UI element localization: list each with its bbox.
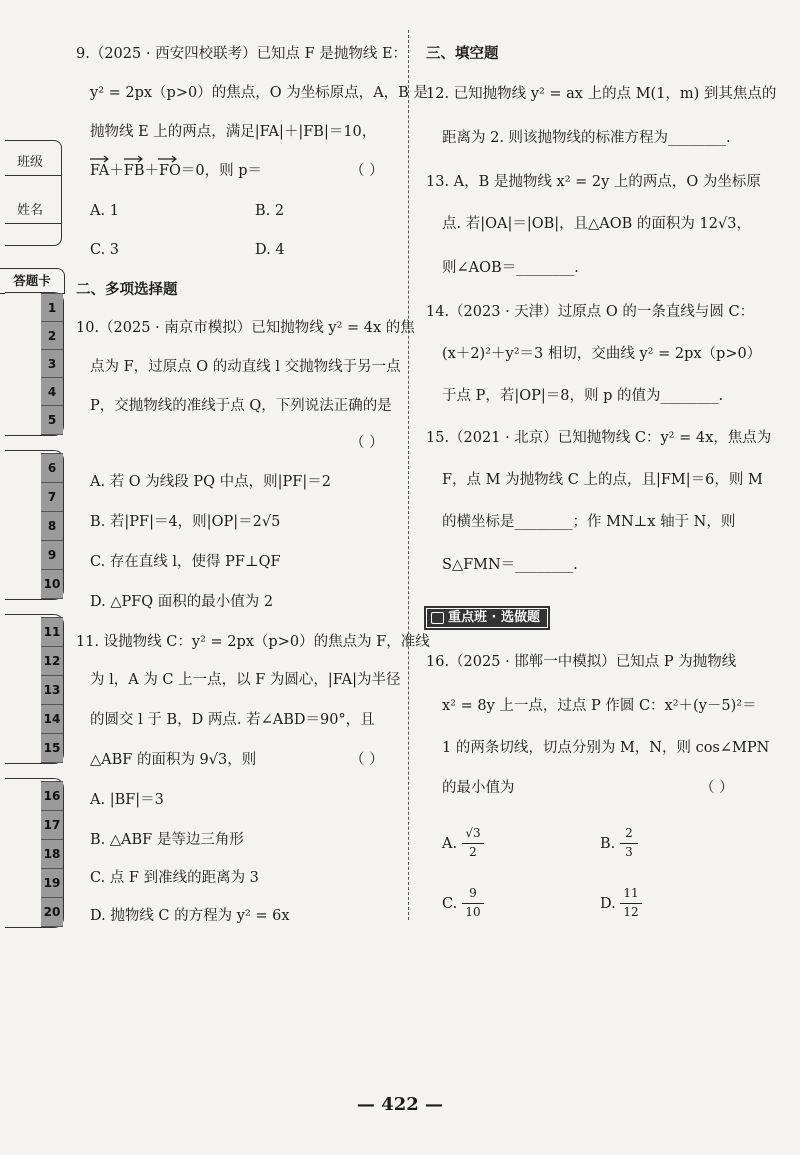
- answer-cell[interactable]: 14: [41, 704, 63, 734]
- option-d[interactable]: D. △PFQ 面积的最小值为 2: [90, 594, 274, 610]
- fraction-denominator: 10: [465, 905, 481, 919]
- section-3-title: 三、填空题: [426, 46, 499, 62]
- answer-cell[interactable]: 10: [41, 569, 63, 599]
- answer-cell[interactable]: 13: [41, 675, 63, 705]
- answer-bracket[interactable]: （ ）: [350, 435, 384, 451]
- question-12-line-2[interactable]: 距离为 2. 则该抛物线的标准方程为________.: [442, 130, 731, 146]
- option-a[interactable]: A. |BF|＝3: [90, 792, 164, 808]
- question-16-line-4: 的最小值为: [442, 780, 515, 796]
- question-10-line-2: 点为 F，过原点 O 的动直线 l 交抛物线于另一点: [90, 359, 401, 375]
- question-16-line-3: 1 的两条切线，切点分别为 M，N，则 cos∠MPN: [442, 740, 770, 756]
- option-c[interactable]: C. 存在直线 l，使得 PF⊥QF: [90, 554, 281, 570]
- question-13-line-3[interactable]: 则∠AOB＝________.: [442, 260, 579, 276]
- question-16-line-1: 16.（2025 · 邯郸一中模拟）已知点 P 为抛物线: [426, 654, 737, 670]
- answer-cell[interactable]: 16: [41, 781, 63, 811]
- badge-label: 重点班 · 选做题: [448, 610, 540, 625]
- question-16-line-2: x² = 8y 上一点，过点 P 作圆 C：x²＋(y－5)²＝: [442, 698, 757, 714]
- name-line: [5, 223, 61, 224]
- question-9-line-1: 9.（2025 · 西安四校联考）已知点 F 是抛物线 E：: [76, 46, 408, 62]
- option-c[interactable]: C. 点 F 到准线的距离为 3: [90, 870, 259, 886]
- answer-group-4: [5, 778, 64, 928]
- question-13-line-1: 13. A，B 是抛物线 x² = 2y 上的两点，O 为坐标原: [426, 174, 761, 190]
- question-11-line-4: △ABF 的面积为 9√3，则: [90, 752, 257, 768]
- answer-cell[interactable]: 4: [41, 377, 63, 407]
- answer-cell[interactable]: 8: [41, 511, 63, 541]
- fraction-numerator: 9: [469, 886, 477, 900]
- fraction-denominator: 3: [625, 845, 633, 859]
- answer-cell[interactable]: 9: [41, 540, 63, 570]
- question-14-line-1: 14.（2023 · 天津）过原点 O 的一条直线与圆 C：: [426, 304, 755, 320]
- student-info-box: [5, 140, 62, 246]
- fraction-bar: [462, 903, 484, 904]
- answer-cell[interactable]: 17: [41, 810, 63, 840]
- option-b[interactable]: B. 若|PF|＝4，则|OP|＝2√5: [90, 514, 281, 530]
- answer-card-title: 答题卡: [0, 268, 65, 294]
- fraction-numerator: 2: [625, 826, 633, 840]
- answer-cell[interactable]: 18: [41, 839, 63, 869]
- elective-badge: [424, 606, 550, 630]
- column-divider: [408, 30, 409, 920]
- question-15-line-4[interactable]: S△FMN＝________.: [442, 557, 578, 573]
- question-11-line-1: 11. 设抛物线 C：y² = 2px（p>0）的焦点为 F，准线: [76, 634, 430, 650]
- question-15-line-1: 15.（2021 · 北京）已知抛物线 C：y² = 4x，焦点为: [426, 430, 772, 446]
- question-10-line-1: 10.（2025 · 南京市模拟）已知抛物线 y² = 4x 的焦: [76, 320, 415, 336]
- answer-cell[interactable]: 19: [41, 868, 63, 898]
- question-12-line-1: 12. 已知抛物线 y² = ax 上的点 M(1，m) 到其焦点的: [426, 86, 777, 102]
- question-15-line-3[interactable]: 的横坐标是________；作 MN⊥x 轴于 N，则: [442, 514, 736, 530]
- answer-cell[interactable]: 12: [41, 646, 63, 676]
- answer-group-2: [5, 450, 64, 600]
- answer-cell[interactable]: 6: [41, 453, 63, 483]
- page-number-value: 422: [381, 1094, 419, 1115]
- page-number: [0, 1094, 800, 1115]
- answer-cell[interactable]: 11: [41, 617, 63, 647]
- question-10-line-3: P，交抛物线的准线于点 Q，下列说法正确的是: [90, 398, 392, 414]
- name-label: 姓名: [17, 203, 44, 218]
- option-d[interactable]: D. 4: [255, 242, 285, 258]
- option-b[interactable]: B. 2: [255, 203, 285, 219]
- fraction-denominator: 2: [469, 845, 477, 859]
- question-15-line-2: F，点 M 为抛物线 C 上的点，且|FM|＝6，则 M: [442, 472, 763, 488]
- option-label: A.: [442, 836, 458, 852]
- class-line: [5, 175, 61, 176]
- question-9-line-4: FA＋FB＋FO＝0，则 p＝: [90, 163, 263, 179]
- option-d[interactable]: D. 抛物线 C 的方程为 y² = 6x: [90, 908, 290, 924]
- section-2-title: 二、多项选择题: [76, 282, 178, 298]
- question-11-line-2: 为 l，A 为 C 上一点，以 F 为圆心，|FA|为半径: [90, 672, 401, 688]
- fraction-bar: [620, 843, 638, 844]
- answer-cell[interactable]: 20: [41, 897, 63, 927]
- fraction-numerator: 11: [623, 886, 639, 900]
- fraction-bar: [620, 903, 642, 904]
- book-icon: [431, 612, 444, 624]
- answer-group-1: [5, 292, 64, 436]
- option-label: D.: [600, 896, 616, 912]
- fraction-denominator: 12: [623, 905, 639, 919]
- answer-bracket[interactable]: （ ）: [700, 780, 734, 796]
- answer-cell[interactable]: 15: [41, 733, 63, 763]
- option-label: B.: [600, 836, 616, 852]
- option-a[interactable]: A. 1: [90, 203, 119, 219]
- question-14-line-3[interactable]: 于点 P，若|OP|＝8，则 p 的值为________.: [442, 388, 724, 404]
- answer-cell[interactable]: 5: [41, 405, 63, 435]
- page-number-dash-left: —: [356, 1094, 382, 1115]
- option-label: C.: [442, 896, 458, 912]
- answer-cell[interactable]: 7: [41, 482, 63, 512]
- vector-arrows-icon: [88, 154, 188, 164]
- question-9-line-2: y² = 2px（p>0）的焦点，O 为坐标原点，A，B 是: [90, 85, 428, 101]
- page-number-dash-right: —: [418, 1094, 444, 1115]
- question-13-line-2: 点. 若|OA|＝|OB|，且△AOB 的面积为 12√3，: [442, 216, 751, 232]
- answer-bracket[interactable]: （ ）: [350, 163, 384, 179]
- fraction-numerator: √3: [465, 826, 481, 840]
- class-label: 班级: [17, 155, 44, 170]
- question-9-line-3: 抛物线 E 上的两点，满足|FA|＋|FB|＝10，: [90, 124, 377, 140]
- answer-group-3: [5, 614, 64, 764]
- option-b[interactable]: B. △ABF 是等边三角形: [90, 832, 244, 848]
- question-11-line-3: 的圆交 l 于 B，D 两点. 若∠ABD＝90°，且: [90, 712, 375, 728]
- option-c[interactable]: C. 3: [90, 242, 120, 258]
- option-a[interactable]: A. 若 O 为线段 PQ 中点，则|PF|＝2: [90, 474, 331, 490]
- answer-cell[interactable]: 2: [41, 321, 63, 351]
- answer-cell[interactable]: 1: [41, 293, 63, 323]
- question-14-line-2: (x＋2)²＋y²＝3 相切，交曲线 y² = 2px（p>0）: [442, 346, 762, 362]
- fraction-bar: [462, 843, 484, 844]
- answer-cell[interactable]: 3: [41, 349, 63, 379]
- answer-bracket[interactable]: （ ）: [350, 752, 384, 768]
